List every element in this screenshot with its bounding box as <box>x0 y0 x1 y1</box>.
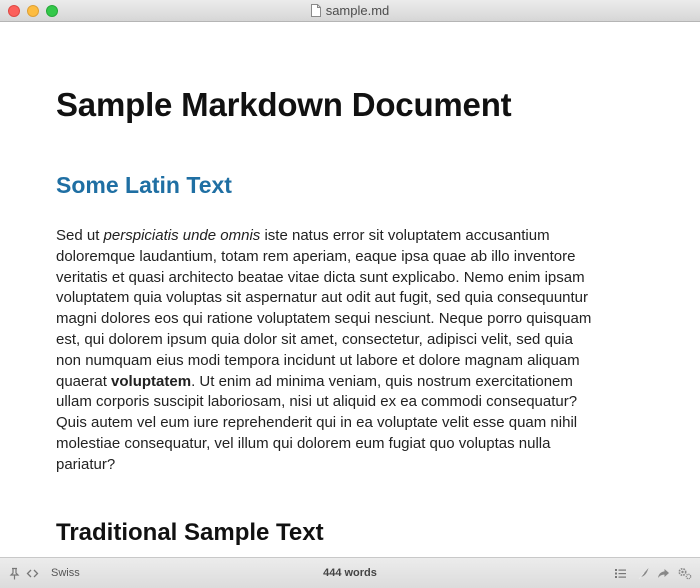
gear-icon[interactable] <box>677 567 693 580</box>
text-run: quaerat <box>56 372 112 390</box>
theme-selector[interactable]: Swiss <box>51 567 80 579</box>
paragraph-line: veritatis et quasi architecto beatae vitae dicta sunt explicabo. Nemo enim ipsam <box>56 268 585 286</box>
window-title: sample.md <box>325 3 390 18</box>
section-heading-traditional: Traditional Sample Text <box>56 519 324 546</box>
document-preview[interactable] <box>0 22 700 557</box>
text-run: Sed ut <box>56 227 104 244</box>
paragraph-line: magni dolores eos qui ratione voluptatem sequi nesciunt. Neque porro quisquam <box>56 310 592 328</box>
document-icon <box>311 4 321 17</box>
paragraph-line: ullam corporis suscipit laboriosam, nisi ut aliquid ex ea commodi consequatur? <box>56 393 578 411</box>
share-icon[interactable] <box>657 567 670 580</box>
window-title-group <box>0 3 700 19</box>
paragraph-line: pariatur? <box>56 455 116 473</box>
paragraph-line: non numquam eius modi tempora incidunt ut labore et dolore magnam aliquam <box>56 351 580 369</box>
list-icon[interactable] <box>614 567 627 580</box>
paragraph-line <box>56 226 646 247</box>
paragraph-line <box>56 372 646 393</box>
quill-icon[interactable] <box>637 567 650 580</box>
document-title: Sample Markdown Document <box>56 86 512 123</box>
latin-paragraph <box>56 226 646 476</box>
italic-text: perspiciatis unde omnis <box>103 227 261 244</box>
paragraph-line: molestiae consequatur, vel illum qui dolorem eum fugiat quo voluptas nulla <box>56 434 551 452</box>
paragraph-line: est, qui dolorem ipsum quia dolor sit amet, consectetur, adipisci velit, sed quia <box>56 330 573 348</box>
paragraph-line: doloremque laudantium, totam rem aperiam, eaque ipsa quae ab illo inventore <box>56 247 576 265</box>
section-heading-latin: Some Latin Text <box>56 172 232 198</box>
paragraph-line: voluptatem quia voluptas sit aspernatur aut odit aut fugit, sed quia consequuntur <box>56 289 589 307</box>
paragraph-line: Quis autem vel eum iure reprehenderit qui in ea voluptate velit esse quam nihil <box>56 414 578 432</box>
bold-text: voluptatem <box>111 372 192 390</box>
text-run: . Ut enim ad minima veniam, quis nostrum exercitationem <box>191 372 573 390</box>
title-bar[interactable] <box>0 0 700 22</box>
status-bar <box>0 557 700 588</box>
text-run: iste natus error sit voluptatem accusantium <box>260 227 550 244</box>
word-count: 444 words <box>323 567 377 579</box>
